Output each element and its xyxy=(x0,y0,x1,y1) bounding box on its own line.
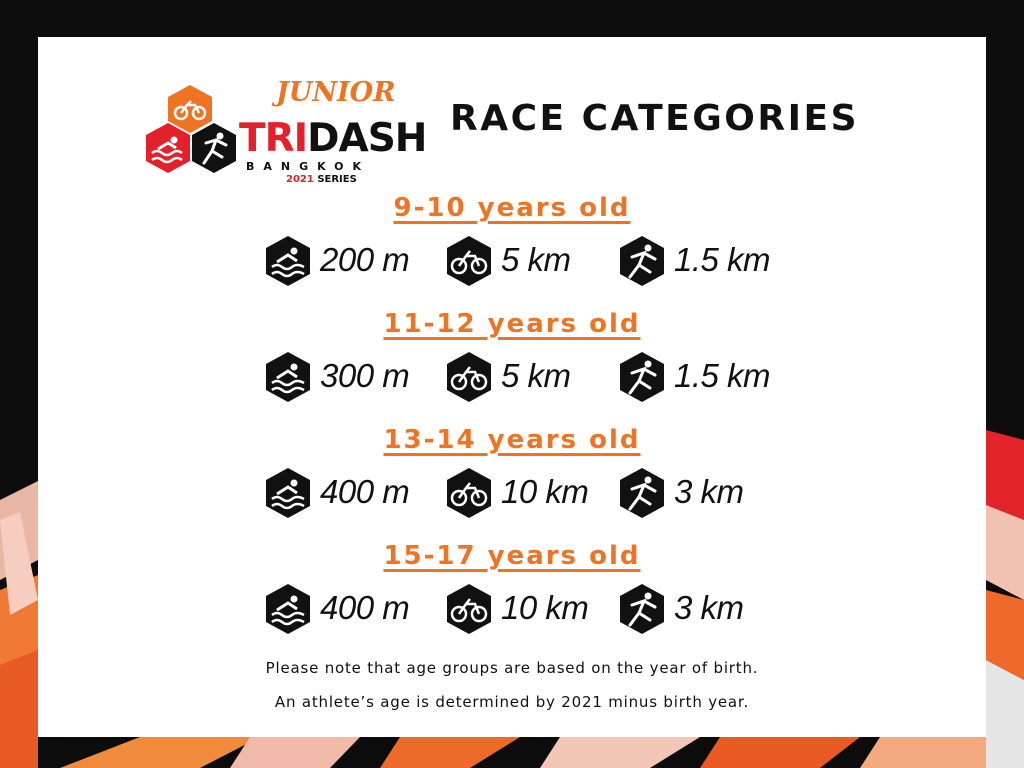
run-icon xyxy=(618,351,666,403)
category-heading xyxy=(38,427,986,453)
swim-icon xyxy=(264,467,312,519)
note-age-groups: Please note that age groups are based on the year of birth. xyxy=(265,659,759,677)
category-heading-text: 11-12 years old xyxy=(383,309,641,339)
logo-tri-text: TRI xyxy=(239,116,308,161)
logo-series-text: SERIES xyxy=(317,174,357,185)
leg-distance: 400 m xyxy=(320,589,410,626)
logo-dash-text: DASH xyxy=(307,116,427,161)
run-icon xyxy=(618,583,666,635)
bike-icon xyxy=(445,351,493,403)
category-heading-text: 15-17 years old xyxy=(383,541,641,571)
leg-distance: 1.5 km xyxy=(674,357,771,394)
leg-distance: 200 m xyxy=(320,241,410,278)
category-heading xyxy=(38,195,986,221)
category-heading xyxy=(38,311,986,337)
logo-city-text: BANGKOK xyxy=(246,160,371,173)
swim-icon xyxy=(264,583,312,635)
leg-distance: 400 m xyxy=(320,473,410,510)
swim-icon xyxy=(146,123,190,173)
category-heading xyxy=(38,543,986,569)
run-icon xyxy=(618,467,666,519)
race-card xyxy=(38,37,986,737)
leg-distance: 10 km xyxy=(501,473,589,510)
logo-junior-text: JUNIOR xyxy=(276,77,396,108)
logo-wordmark xyxy=(239,116,427,161)
category-heading-text: 9-10 years old xyxy=(393,193,631,223)
logo-year-text: 2021 xyxy=(286,174,314,185)
bike-icon xyxy=(168,85,212,133)
leg-distance: 5 km xyxy=(501,241,571,278)
leg-distance: 1.5 km xyxy=(674,241,771,278)
leg-distance: 3 km xyxy=(674,589,744,626)
note-age-calculation: An athlete’s age is determined by 2021 minus birth year. xyxy=(274,693,750,711)
bike-icon xyxy=(445,467,493,519)
run-icon xyxy=(618,235,666,287)
swim-icon xyxy=(264,351,312,403)
leg-distance: 10 km xyxy=(501,589,589,626)
leg-distance: 5 km xyxy=(501,357,571,394)
junior-tridash-logo xyxy=(144,77,427,197)
leg-distance: 300 m xyxy=(320,357,410,394)
bike-icon xyxy=(445,235,493,287)
category-heading-text: 13-14 years old xyxy=(383,425,641,455)
bike-icon xyxy=(445,583,493,635)
leg-distance: 3 km xyxy=(674,473,744,510)
logo-series-line xyxy=(286,175,357,185)
page-title: RACE CATEGORIES xyxy=(450,98,860,139)
swim-icon xyxy=(264,235,312,287)
run-icon xyxy=(192,123,236,173)
